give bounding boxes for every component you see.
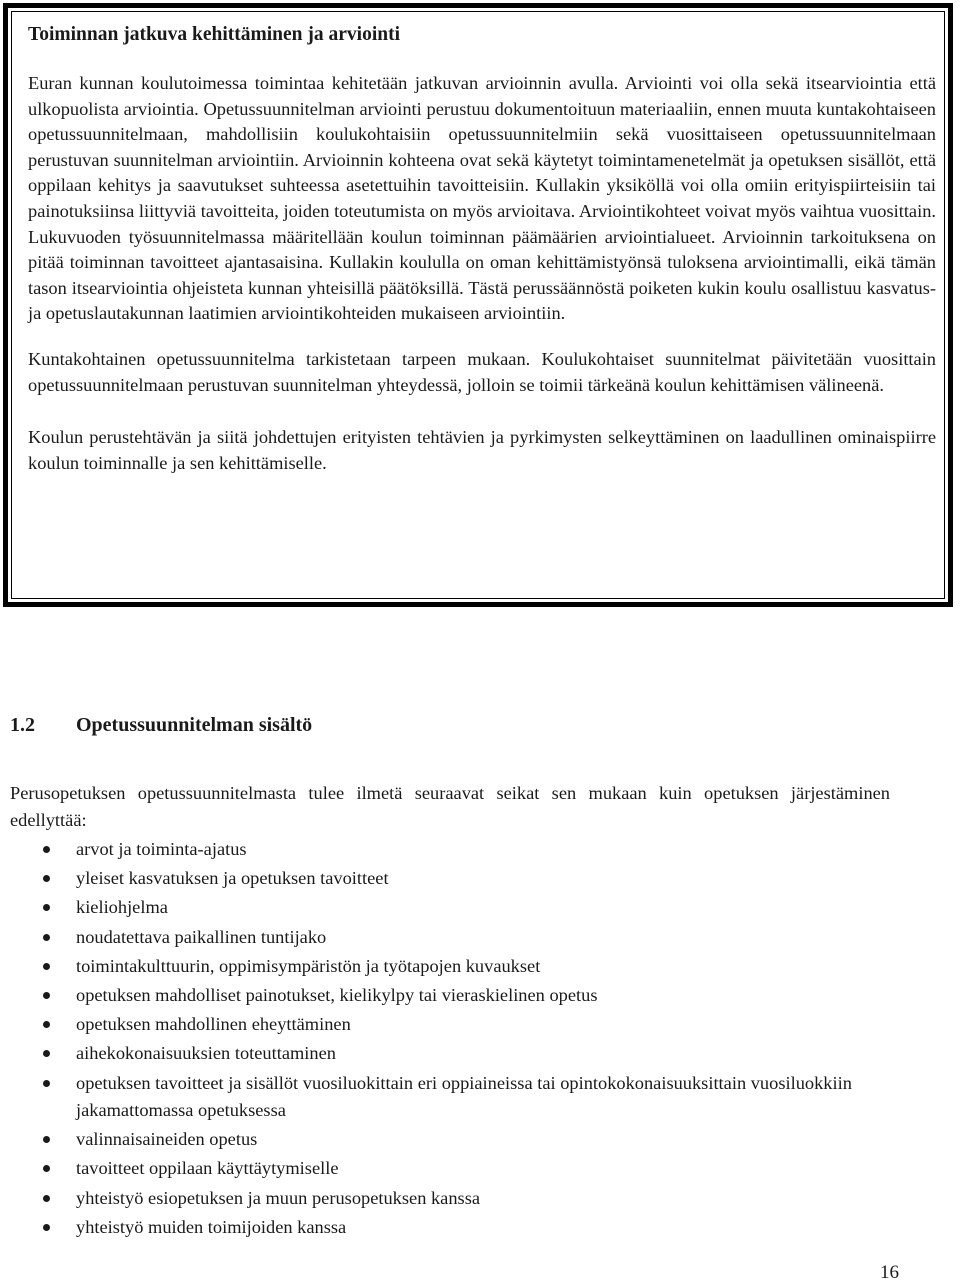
bullet-icon <box>43 1136 50 1143</box>
bullet-icon <box>43 934 50 941</box>
list-item: aihekokonaisuuksien toteuttaminen <box>10 1040 890 1068</box>
content-list <box>10 836 890 1243</box>
list-item: yleiset kasvatuksen ja opetuksen tavoitteet <box>10 865 890 893</box>
list-item: arvot ja toiminta-ajatus <box>10 836 890 864</box>
bullet-icon <box>43 1021 50 1028</box>
bullet-icon <box>43 1050 50 1057</box>
bullet-icon <box>43 904 50 911</box>
bullet-icon <box>43 992 50 999</box>
evaluation-box-content <box>28 20 936 476</box>
section-number: 1.2 <box>10 714 35 736</box>
bullet-icon <box>43 963 50 970</box>
bullet-icon <box>43 1224 50 1231</box>
list-item: noudatettava paikallinen tuntijako <box>10 924 890 952</box>
bullet-icon <box>43 1080 50 1087</box>
box-paragraph-1: Euran kunnan koulutoimessa toimintaa kehitetään jatkuvan arvioinnin avulla. Arviointi voi olla sekä itsearviointia että ulkopuolista arviointia. Opetussuunnitelman arviointi perustuu dokumentoituun materiaaliin, ennen muuta kuntakohtaiseen opetussuunnitelmaan, mahdollisiin koulukohtaisiin opetussuunnitelmiin sekä vuosittaiseen opetussuunnitelmaan perustuvan suunnitelman arviointiin. Arvioinnin kohteena ovat sekä käytetyt toimintamenetelmät ja opetuksen sisällöt, että oppilaan kehitys ja saavutukset suhteessa asetettuihin tavoitteisiin. Kullakin yksiköllä voi olla omiin erityispiirteisiin tai painotuksiinsa liittyviä tavoitteita, joiden toteutumista on myös arvioitava. Arviointikohteet voivat myös vaihtua vuosittain. Lukuvuoden työsuunnitelmassa määritellään koulun toiminnan päämäärien arviointialueet. Arvioinnin tarkoituksena on pitää toiminnan tavoitteet ajantasaisina. Kullakin koululla on oman kehittämistyönsä tuloksena arviointimalli, eikä tämän tason itsearviointia ohjeisteta kunnan yhteisillä päätöksillä. Tästä perussäännöstä poiketen kukin koulu osallistuu kasvatus- ja opetuslautakunnan laatimien arviointikohteiden mukaiseen arviointiin. <box>28 73 936 324</box>
list-item: opetuksen mahdolliset painotukset, kielikylpy tai vieraskielinen opetus <box>10 982 890 1010</box>
evaluation-box <box>3 3 953 607</box>
box-paragraph-2: Kuntakohtainen opetussuunnitelma tarkistetaan tarpeen mukaan. Koulukohtaiset suunnitelmat päivitetään vuosittain opetussuunnitelmaan perustuvan suunnitelman yhteydessä, jolloin se toimii tärkeänä koulun kehittämisen välineenä. <box>28 348 936 395</box>
intro-paragraph: Perusopetuksen opetussuunnitelmasta tulee ilmetä seuraavat seikat sen mukaan kuin opetuksen järjestäminen edellyttää: <box>10 783 890 830</box>
bullet-icon <box>43 846 50 853</box>
bullet-icon <box>43 1165 50 1172</box>
bullet-icon <box>43 875 50 882</box>
list-item: yhteistyö muiden toimijoiden kanssa <box>10 1214 890 1242</box>
bullet-icon <box>43 1195 50 1202</box>
page-number: 16 <box>880 1262 899 1283</box>
box-paragraph-3: Koulun perustehtävän ja siitä johdettujen erityisten tehtävien ja pyrkimysten selkeyttäminen on laadullinen ominaispiirre koulun toiminnalle ja sen kehittämiselle. <box>28 427 936 473</box>
list-item: valinnaisaineiden opetus <box>10 1126 890 1154</box>
section-title: Opetussuunnitelman sisältö <box>76 714 313 736</box>
list-item: toimintakulttuurin, oppimisympäristön ja työtapojen kuvaukset <box>10 953 890 981</box>
list-item: kieliohjelma <box>10 894 890 922</box>
box-title: Toiminnan jatkuva kehittäminen ja arviointi <box>28 24 401 45</box>
list-item: opetuksen mahdollinen eheyttäminen <box>10 1011 890 1039</box>
section-heading <box>10 714 312 737</box>
list-item: yhteistyö esiopetuksen ja muun perusopetuksen kanssa <box>10 1185 890 1213</box>
list-item: opetuksen tavoitteet ja sisällöt vuosiluokittain eri oppiaineissa tai opintokokonaisuuksittain vuosiluokkiin jakamattomassa opetuksessa <box>10 1070 890 1125</box>
list-item: tavoitteet oppilaan käyttäytymiselle <box>10 1155 890 1183</box>
